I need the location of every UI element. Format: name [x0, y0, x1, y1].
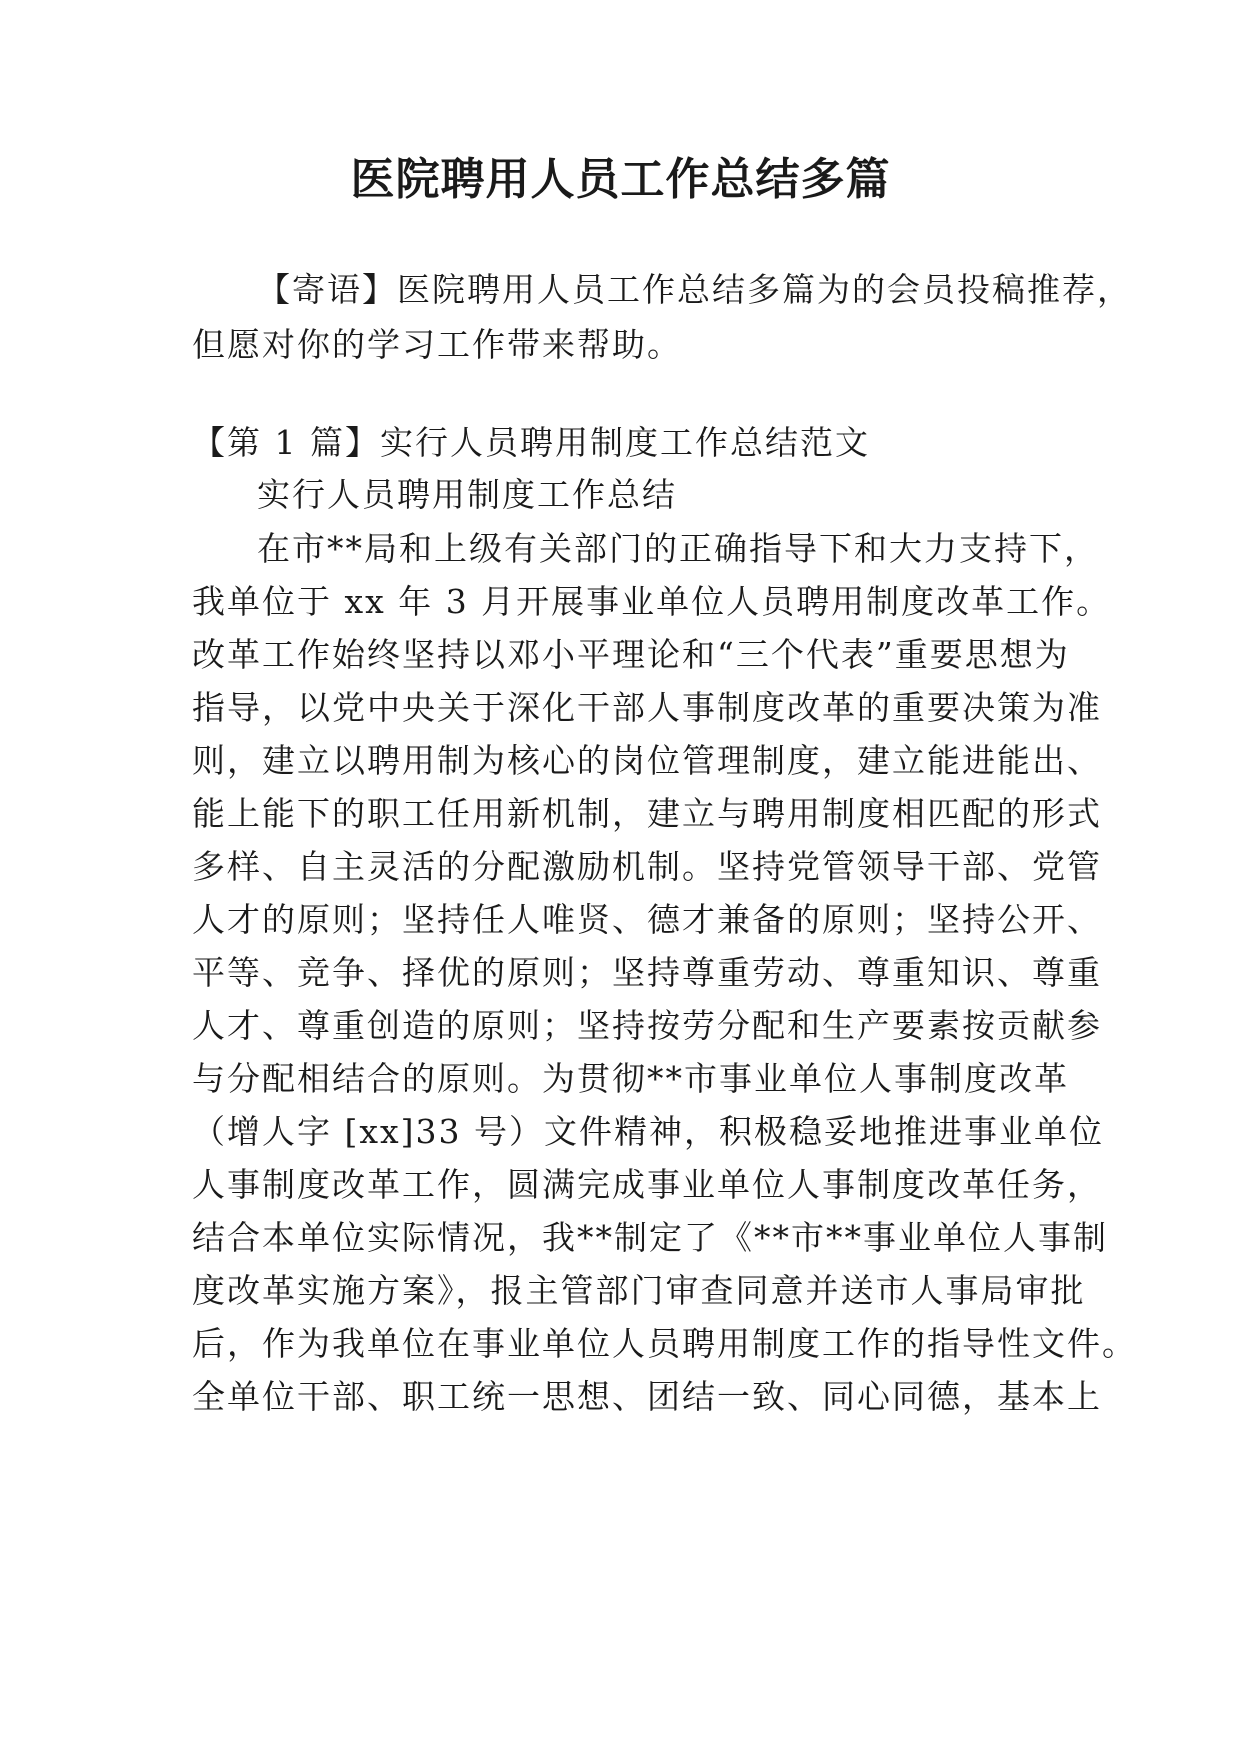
- body-line: 在市**局和上级有关部门的正确指导下和大力支持下，: [257, 529, 1099, 568]
- body-line: 改革工作始终坚持以邓小平理论和“三个代表”重要思想为: [192, 635, 1070, 674]
- document-title: 医院聘用人员工作总结多篇: [350, 154, 891, 205]
- body-line: 人事制度改革工作，圆满完成事业单位人事制度改革任务，: [192, 1165, 1102, 1204]
- body-line: 平等、竞争、择优的原则；坚持尊重劳动、尊重知识、尊重: [192, 953, 1102, 992]
- body-line: 我单位于 xx 年 3 月开展事业单位人员聘用制度改革工作。: [192, 582, 1112, 621]
- body-line: 后，作为我单位在事业单位人员聘用制度工作的指导性文件。: [192, 1324, 1137, 1363]
- body-line: 结合本单位实际情况，我**制定了《**市**事业单位人事制: [192, 1218, 1108, 1257]
- body-line: 指导，以党中央关于深化干部人事制度改革的重要决策为准: [192, 688, 1102, 727]
- body-line: 多样、自主灵活的分配激励机制。坚持党管领导干部、党管: [192, 847, 1102, 886]
- body-line: 则，建立以聘用制为核心的岗位管理制度，建立能进能出、: [192, 741, 1102, 780]
- body-line: 与分配相结合的原则。为贯彻**市事业单位人事制度改革: [192, 1059, 1069, 1098]
- body-line: 人才、尊重创造的原则；坚持按劳分配和生产要素按贡献参: [192, 1006, 1102, 1045]
- body-line: 能上能下的职工任用新机制，建立与聘用制度相匹配的形式: [192, 794, 1102, 833]
- section-heading: 【第 1 篇】实行人员聘用制度工作总结范文: [192, 423, 870, 462]
- preface-line-1: 【寄语】医院聘用人员工作总结多篇为的会员投稿推荐，: [257, 270, 1132, 309]
- body-line: 度改革实施方案》，报主管部门审查同意并送市人事局审批: [192, 1271, 1086, 1310]
- body-line: 人才的原则；坚持任人唯贤、德才兼备的原则；坚持公开、: [192, 900, 1102, 939]
- preface-line-2: 但愿对你的学习工作带来帮助。: [192, 325, 682, 364]
- body-line: （增人字 [xx]33 号）文件精神，积极稳妥地推进事业单位: [192, 1112, 1104, 1151]
- section-subtitle: 实行人员聘用制度工作总结: [257, 475, 677, 514]
- body-line: 全单位干部、职工统一思想、团结一致、同心同德，基本上: [192, 1377, 1102, 1416]
